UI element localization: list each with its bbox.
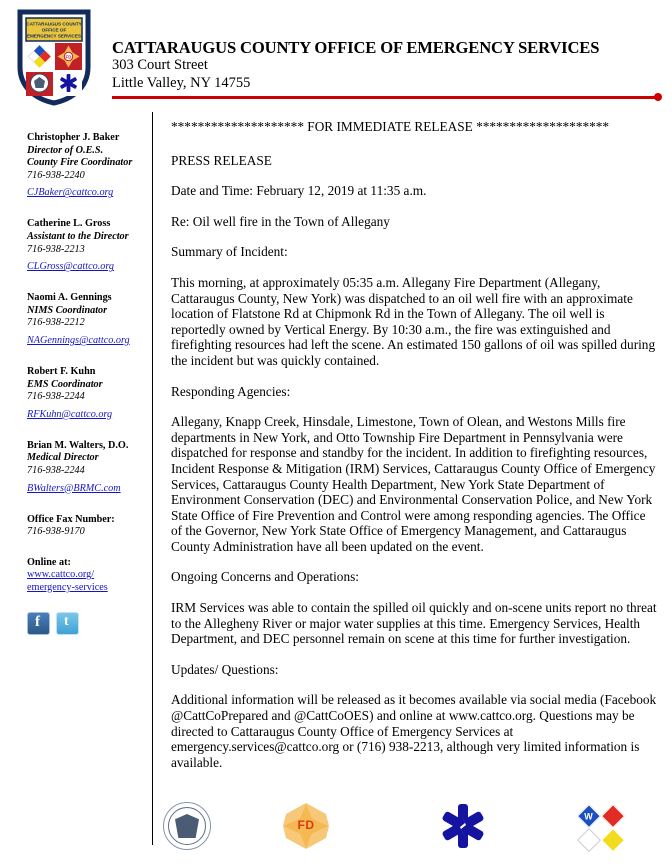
nfpa-special-quadrant xyxy=(577,828,601,852)
contact-entry xyxy=(27,132,147,200)
letterhead-text xyxy=(112,38,657,92)
fax-number: 716-938-9170 xyxy=(27,526,85,538)
fax-label: Office Fax Number: xyxy=(27,513,115,525)
contact-name: Brian M. Walters, D.O. xyxy=(27,439,129,451)
website-link-line-1[interactable]: www.cattco.org/ xyxy=(27,569,95,581)
svg-text:OFFICE OF: OFFICE OF xyxy=(41,27,67,33)
contact-email-link[interactable]: BWalters@BRMC.com xyxy=(27,482,121,494)
contact-entry xyxy=(27,292,147,348)
website-link-line-2[interactable]: emergency-services xyxy=(27,581,108,593)
twitter-icon[interactable] xyxy=(56,612,79,635)
summary-label: Summary of Incident: xyxy=(171,244,288,260)
ongoing-concerns-label: Ongoing Concerns and Operations: xyxy=(171,569,359,585)
contact-entry xyxy=(27,440,147,496)
nfpa-health-value: W xyxy=(584,811,594,822)
fire-department-maltese-cross-icon xyxy=(282,802,330,850)
svg-text:CATTARAUGUS COUNTY: CATTARAUGUS COUNTY xyxy=(26,21,82,27)
contact-title-2: County Fire Coordinator xyxy=(27,157,133,169)
contact-phone: 716-938-2244 xyxy=(27,464,85,476)
letterhead xyxy=(0,0,672,112)
contact-name: Robert F. Kuhn xyxy=(27,365,96,377)
contact-phone: 716-938-2213 xyxy=(27,243,85,255)
fd-cross-label: FD xyxy=(297,818,315,832)
contact-email-link[interactable]: NAGennings@cattco.org xyxy=(27,334,130,346)
contact-phone: 716-938-2212 xyxy=(27,317,85,329)
contact-email-link[interactable]: CJBaker@cattco.org xyxy=(27,187,114,199)
social-media-row xyxy=(27,612,147,635)
footer-logo-row xyxy=(152,798,672,856)
contact-name: Catherine L. Gross xyxy=(27,218,111,230)
contact-title: Director of O.E.S. xyxy=(27,144,104,156)
column-divider xyxy=(152,112,153,845)
ongoing-concerns-paragraph: IRM Services was able to contain the spilled oil quickly and on-scene units report no threat to the Allegheny River or major water supplies at this time. Emergency Services, Health Department, and DEC personnel remain on scene at this time for further investigation. xyxy=(171,600,657,647)
online-block xyxy=(27,557,147,595)
press-release-heading: PRESS RELEASE xyxy=(171,152,272,168)
nfpa-flammability-quadrant xyxy=(601,804,625,828)
contact-title: NIMS Coordinator xyxy=(27,304,108,316)
date-and-time: Date and Time: February 12, 2019 at 11:35 a.m. xyxy=(171,183,427,199)
organization-title: CATTARAUGUS COUNTY OFFICE OF EMERGENCY SERVICES xyxy=(112,38,600,57)
star-of-life-icon xyxy=(439,802,487,850)
nfpa-704-hazard-diamond-icon xyxy=(567,792,635,860)
oes-crest-icon xyxy=(17,9,91,106)
immediate-release-banner: ******************** FOR IMMEDIATE RELEASE ******************** xyxy=(171,119,610,134)
contact-phone: 716-938-2244 xyxy=(27,391,85,403)
contact-name: Naomi A. Gennings xyxy=(27,292,112,304)
header-rule-end-dot xyxy=(654,93,662,101)
contact-name: Christopher J. Baker xyxy=(27,132,120,143)
contacts-sidebar xyxy=(27,132,147,635)
contact-email-link[interactable]: CLGross@cattco.org xyxy=(27,261,115,273)
updates-questions-label: Updates/ Questions: xyxy=(171,661,279,677)
star-of-life-shape xyxy=(439,802,487,850)
subject-line: Re: Oil well fire in the Town of Allegany xyxy=(171,213,390,229)
contact-phone: 716-938-2240 xyxy=(27,169,85,181)
online-label: Online at: xyxy=(27,556,71,568)
contact-entry xyxy=(27,366,147,422)
contact-email-link[interactable]: RFKuhn@cattco.org xyxy=(27,408,113,420)
press-release-body xyxy=(171,119,658,785)
contact-title: Medical Director xyxy=(27,452,99,464)
dhs-seal-icon xyxy=(163,802,211,850)
responding-agencies-paragraph: Allegany, Knapp Creek, Hinsdale, Limestone, Town of Olean, and Westons Mills fire departments in New York, and Otto Township Fire Department in Pennsylvania were dispatched for response and standby for the incident. In addition to firefighting resources, Incident Response & Mitigation (IRM) Services, Cattaraugus County Office of Emergency Services, Cattaraugus County Health Department, New York State Department of Environment Conservation (DEC) and Environmental Conservation Police, and New York State Office of Fire Prevention and Control were among responding agencies. The Office of the Governor, New York State Office of Emergency Management, and Cattaraugus County Administration have all been updated on the event. xyxy=(171,414,656,554)
svg-text:EMERGENCY SERVICES: EMERGENCY SERVICES xyxy=(27,33,81,39)
svg-text:FD: FD xyxy=(65,54,72,60)
facebook-icon[interactable] xyxy=(27,612,50,635)
updates-questions-paragraph: Additional information will be released as it becomes available via social media (Facebook @CattCoPrepared and @CattCoOES) and online at www.cattco.org. Questions may be directed to Cattaraugus County Office of Emergency Services at emergency.services@cattco.org or (716) 938-2213, although very limited information is available. xyxy=(171,692,657,770)
nfpa-reactivity-quadrant xyxy=(601,828,625,852)
contact-title: Assistant to the Director xyxy=(27,230,129,242)
contact-entry xyxy=(27,218,147,274)
nfpa-health-quadrant xyxy=(577,804,601,828)
address-line-2: Little Valley, NY 14755 xyxy=(112,74,251,91)
fax-block xyxy=(27,514,147,539)
header-red-rule xyxy=(112,96,660,99)
responding-agencies-label: Responding Agencies: xyxy=(171,383,291,399)
address-line-1: 303 Court Street xyxy=(112,57,208,73)
summary-paragraph: This morning, at approximately 05:35 a.m. Allegany Fire Department (Allegany, Cattaraugus County, New York) was dispatched to an oil well fire with an approximate location of Flatstone Rd at Chipmonk Rd in the Town of Allegany. The oil well is reportedly owned by Vertical Energy. By 10:30 a.m., the fire was extinguished and firefighting resources had left the scene. An estimated 150 gallons of oil was spilled during the incident but was quickly contained. xyxy=(171,274,656,368)
contact-title: EMS Coordinator xyxy=(27,378,103,390)
